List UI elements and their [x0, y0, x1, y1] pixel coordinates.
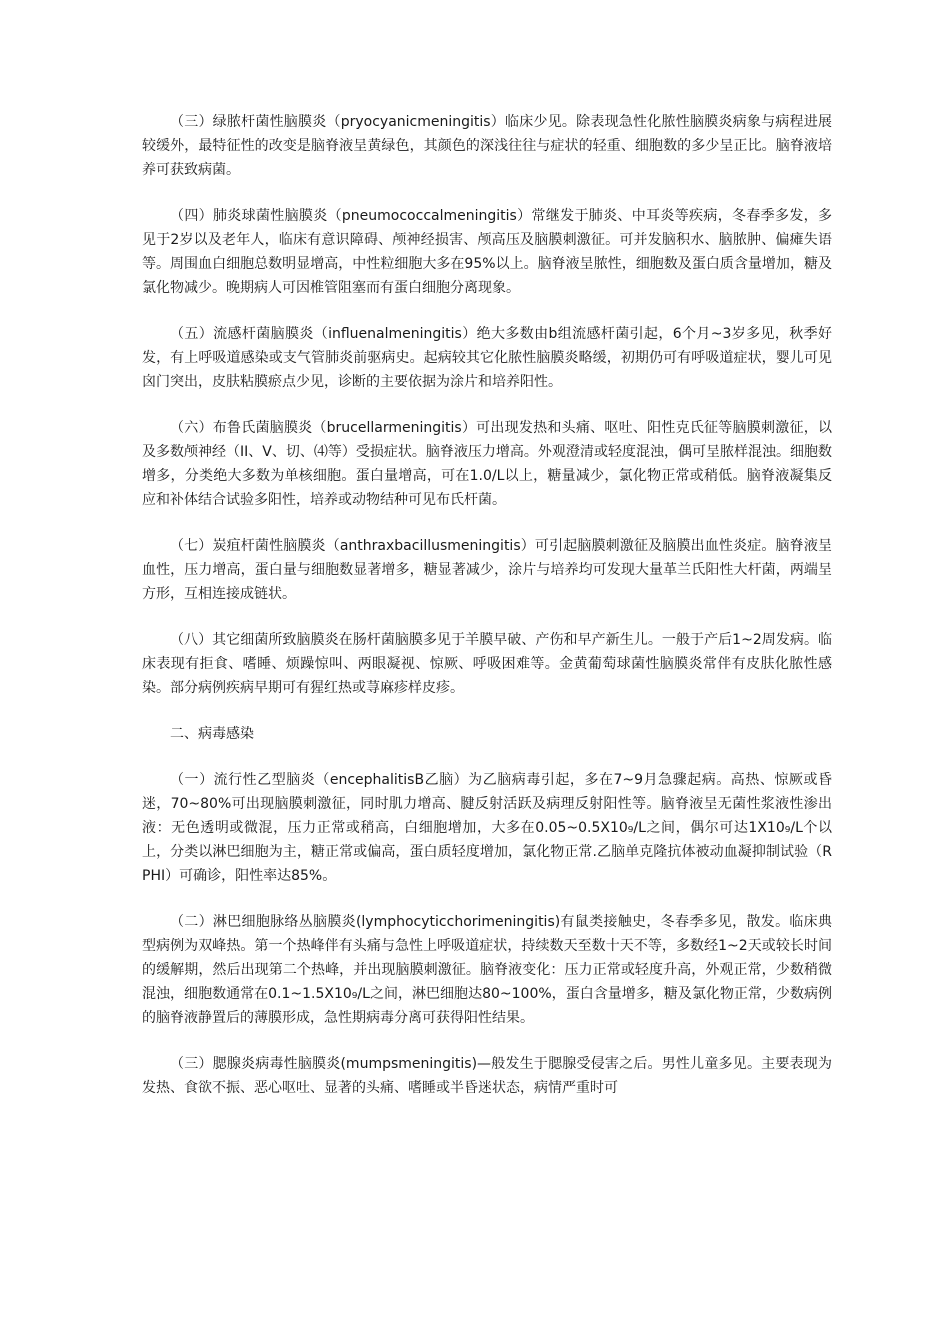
document-body [142, 110, 832, 1122]
paragraph-lymphocytic-choriomeningitis: （二）淋巴细胞脉络丛脑膜炎(lymphocyticchorimeningitis)有鼠类接触史，冬春季多见，散发。临床典型病例为双峰热。第一个热峰伴有头痛与急性上呼吸道症状，持续数天至数十天不等，多数经1~2天或较长时间的缓解期，然后出现第二个热峰，并出现脑膜刺激征。脑脊液变化：压力正常或轻度升高，外观正常，少数稍微混浊，细胞数通常在0.1~1.5X10₉/L之间，淋巴细胞达80~100%，蛋白含量增多，糖及氯化物正常，少数病例的脑脊液静置后的薄膜形成，急性期病毒分离可获得阳性结果。 [142, 914, 832, 1026]
paragraph-pneumococcal-meningitis: （四）肺炎球菌性脑膜炎（pneumococcalmeningitis）常继发于肺炎、中耳炎等疾病，冬春季多发，多见于2岁以及老年人，临床有意识障碍、颅神经损害、颅高压及脑膜刺激征。可并发脑积水、脑脓肿、偏瘫失语等。周围血白细胞总数明显增高，中性粒细胞大多在95%以上。脑脊液呈脓性，细胞数及蛋白质含量增加，糖及氯化物减少。晚期病人可因椎管阻塞而有蛋白细胞分离现象。 [142, 208, 832, 296]
paragraph-influenza-meningitis: （五）流感杆菌脑膜炎（influenalmeningitis）绝大多数由b组流感杆菌引起，6个月~3岁多见，秋季好发，有上呼吸道感染或支气管肺炎前驱病史。起病较其它化脓性脑膜炎略缓，初期仍可有呼吸道症状，婴儿可见囟门突出，皮肤粘膜瘀点少见，诊断的主要依据为涂片和培养阳性。 [142, 326, 832, 390]
section-heading-viral-infection: 二、病毒感染 [170, 726, 254, 742]
paragraph-mumps-meningitis: （三）腮腺炎病毒性脑膜炎(mumpsmeningitis)—般发生于腮腺受侵害之后。男性儿童多见。主要表现为发热、食欲不振、恶心呕吐、显著的头痛、嗜睡或半昏迷状态，病情严重时可 [142, 1056, 832, 1096]
paragraph-pseudomonas-meningitis: （三）绿脓杆菌性脑膜炎（pryocyanicmeningitis）临床少见。除表现急性化脓性脑膜炎病象与病程进展较缓外，最特征性的改变是脑脊液呈黄绿色，其颜色的深浅往往与症状的轻重、细胞数的多少呈正比。脑脊液培养可获致病菌。 [142, 114, 832, 178]
paragraph-other-bacterial-meningitis: （八）其它细菌所致脑膜炎在肠杆菌脑膜多见于羊膜早破、产伤和早产新生儿。一般于产后1~2周发病。临床表现有拒食、嗜睡、烦躁惊叫、两眼凝视、惊厥、呼吸困难等。金黄葡萄球菌性脑膜炎常伴有皮肤化脓性感染。部分病例疾病早期可有猩红热或荨麻疹样皮疹。 [142, 632, 832, 696]
paragraph-anthrax-meningitis: （七）炭疽杆菌性脑膜炎（anthraxbacillusmeningitis）可引起脑膜刺激征及脑膜出血性炎症。脑脊液呈血性，压力增高，蛋白量与细胞数显著增多，糖显著减少，涂片与培养均可发现大量革兰氏阳性大杆菌，两端呈方形，互相连接成链状。 [142, 538, 832, 602]
paragraph-brucella-meningitis: （六）布鲁氏菌脑膜炎（brucellarmeningitis）可出现发热和头痛、呕吐、阳性克氏征等脑膜刺激征，以及多数颅神经（II、V、切、⑷等）受损症状。脑脊液压力增高。外观澄清或轻度混浊，偶可呈脓样混浊。细胞数增多，分类绝大多数为单核细胞。蛋白量增高，可在1.0/L以上，糖量减少，氯化物正常或稍低。脑脊液凝集反应和补体结合试验多阳性，培养或动物结种可见布氏杆菌。 [142, 420, 832, 508]
paragraph-japanese-encephalitis: （一）流行性乙型脑炎（encephalitisB乙脑）为乙脑病毒引起，多在7~9月急骤起病。高热、惊厥或昏迷，70~80%可出现脑膜刺激征，同时肌力增高、腱反射活跃及病理反射阳性等。脑脊液呈无菌性浆液性渗出液：无色透明或微混，压力正常或稍高，白细胞增加，大多在0.05~0.5X10₉/L之间，偶尔可达1X10₉/L个以上，分类以淋巴细胞为主，糖正常或偏高，蛋白质轻度增加，氯化物正常.乙脑单克隆抗体被动血凝抑制试验（RPHI）可确诊，阳性率达85%。 [142, 772, 832, 884]
